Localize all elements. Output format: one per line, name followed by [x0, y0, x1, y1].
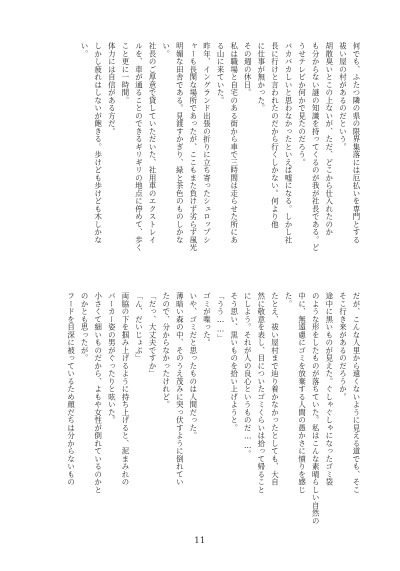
text-line: 「だっ、大丈夫ですか」 [148, 292, 158, 378]
text-line: に仕事が無かった。 [256, 42, 266, 112]
top-text-block [37, 42, 363, 274]
text-line: 社長のご厚意で貸していただいた、社用車のエクストレイ [148, 42, 158, 244]
text-line: 昨年、イングランド出張の折りに立ち寄ったシュロップシ [202, 42, 212, 244]
text-line: そう思い、黒いものを拾い上げようと。 [229, 292, 239, 432]
text-line: ゴミが喋った。 [202, 292, 212, 347]
page-number: 11 [194, 536, 206, 545]
text-line: 薄暗い森の中、そのうえ茂みに突っ伏すように倒れてい [175, 292, 185, 486]
text-line: 「うう……」 [216, 292, 226, 342]
text-line: そこ行き来があるのだろうか。 [338, 292, 348, 401]
text-line: たので、分からなかったけれど。 [161, 292, 171, 409]
text-line: フードを目深に被っているため顔だちは分からないもの [66, 292, 76, 486]
text-line: る山に来ていた。 [216, 42, 226, 104]
text-line: パーカー姿の男がぐったりと呟いた。 [107, 292, 117, 424]
text-line: も分からない謎の知識を持ってくるのが我が社長である。ど [311, 42, 321, 252]
text-line: 胡散臭いとこの上ないが、ただ、どこから仕入れたのか [324, 42, 334, 236]
text-line: 祓い屋の村があるのだという。 [338, 42, 348, 151]
text-line: い。 [161, 42, 171, 58]
text-line: 然に敬意を表し、目についたゴミくらいは拾って帰ること [256, 292, 266, 494]
text-line: のような形をしたものが落ちていた。私はこんな素晴らしい自然の [311, 292, 321, 524]
text-line: だが、こんな人里から遠くないように見える道でも、そこ [352, 292, 361, 494]
text-line: 途中に黒いものが見えた。ぐしゃぐしゃになったゴミ袋 [324, 292, 334, 486]
text-line: しかし疲れはしないが飽きる。歩けども歩けども木しかな [93, 42, 103, 244]
text-line: 両脇の下を掴み上げるように持ち上げると、泥まみれの [120, 292, 130, 486]
text-line: 長に行けと言われたのだから行くしかない。何より他 [270, 42, 280, 228]
text-line: たとえ、祓い屋村まで辿り着かなかったとしても、大自 [270, 292, 280, 486]
text-line: のかとも思ったが。 [80, 292, 90, 362]
text-line: 何でも、ふたつ隣の県の限界集落には厄払いを専門とする [352, 42, 361, 244]
text-line: た。 [284, 292, 294, 308]
bottom-text-block [37, 292, 363, 524]
text-line: いや、ゴミだと思ったものは人間だった。 [188, 292, 198, 440]
text-line: い。 [80, 42, 90, 58]
text-line: 私は職場と自宅のある街から車で三時間は走らせた所にあ [229, 42, 239, 244]
text-line: うせテレビか何かで見たのだろう。 [297, 42, 307, 166]
text-line: 中に、無遠慮にゴミを放棄する人間の愚かさに憤りを感じ [297, 292, 307, 494]
text-line: ャーも長閑な場所であったが、ここもまた負けず劣らず風光 [188, 42, 198, 252]
text-line: ルを、車が通ることのできるギリギリの地点に停めて、歩く [134, 42, 144, 252]
text-line: 「ん、だいじょぶ」 [134, 292, 144, 362]
text-line: 小さくて細いものだから、よもや女性が倒れているのかと [93, 292, 103, 494]
text-line: バカバカしいと思わなかったといえば嘘になる。しかし社 [284, 42, 294, 244]
text-line: その週の休日。 [243, 42, 253, 97]
text-line: 体力には自信がある方だ。 [107, 42, 117, 135]
text-line: 明媚な田舎である。見渡すかぎり、緑と茶色のものしかな [175, 42, 185, 244]
text-line: こと更に一時間。 [120, 42, 130, 104]
text-line: にしよう。それが人の良心というものだ……。 [243, 292, 253, 458]
